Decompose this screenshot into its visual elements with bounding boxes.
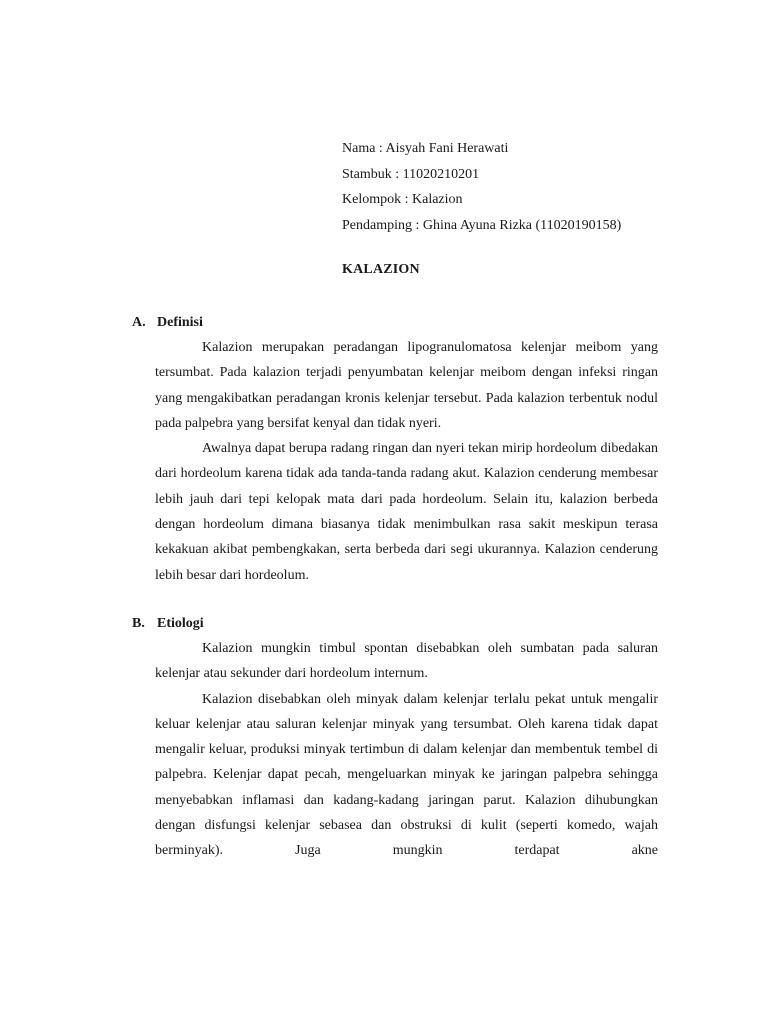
section-heading	[132, 611, 658, 636]
identity-pendamping: Pendamping : Ghina Ayuna Rizka (11020190158)	[342, 217, 622, 233]
paragraph: Kalazion disebabkan oleh minyak dalam kelenjar terlalu pekat untuk mengalir keluar kelenjar atau saluran kelenjar minyak yang tersumbat. Oleh karena tidak dapat mengalir keluar, produksi minyak tertimbun di dalam kelenjar dan membentuk tembel di palpebra. Kelenjar dapat pecah, mengeluarkan minyak ke jaringan palpebra sehingga menyebabkan inflamasi dan kadang-kadang jaringan parut. Kalazion dihubungkan dengan disfungsi kelenjar sebasea dan obstruksi di kulit (seperti komedo, wajah berminyak). Juga mungkin terdapat akne	[155, 691, 658, 859]
section-heading-text: Definisi	[157, 315, 203, 330]
identity-block	[342, 136, 621, 238]
section-letter: A.	[132, 315, 146, 330]
paragraph: Kalazion merupakan peradangan lipogranulomatosa kelenjar meibom yang tersumbat. Pada kalazion terjadi penyumbatan kelenjar meibom dengan infeksi ringan yang mengakibatkan peradangan kronis kelenjar tersebut. Pada kalazion terbentuk nodul pada palpebra yang bersifat kenyal dan tidak nyeri.	[155, 340, 658, 431]
paragraph: Kalazion mungkin timbul spontan disebabkan oleh sumbatan pada saluran kelenjar atau sekunder dari hordeolum internum.	[155, 641, 658, 682]
section-heading-text: Etiologi	[157, 616, 204, 631]
section-letter: B.	[132, 616, 145, 631]
identity-nama: Nama : Aisyah Fani Herawati	[342, 141, 509, 156]
section-etiologi	[132, 611, 658, 864]
identity-kelompok: Kelompok : Kalazion	[342, 192, 463, 207]
identity-stambuk: Stambuk : 11020210201	[342, 166, 480, 182]
document-title: KALAZION	[342, 262, 420, 277]
section-definisi	[132, 310, 658, 588]
section-heading	[132, 310, 658, 335]
paragraph: Awalnya dapat berupa radang ringan dan nyeri tekan mirip hordeolum dibedakan dari hordeolum karena tidak ada tanda-tanda radang akut. Kalazion cenderung membesar lebih jauh dari tepi kelopak mata dari pada hordeolum. Selain itu, kalazion berbeda dengan hordeolum dimana biasanya tidak menimbulkan rasa sakit meskipun terasa kekakuan akibat pembengkakan, serta berbeda dari segi ukurannya. Kalazion cenderung lebih besar dari hordeolum.	[155, 441, 658, 583]
